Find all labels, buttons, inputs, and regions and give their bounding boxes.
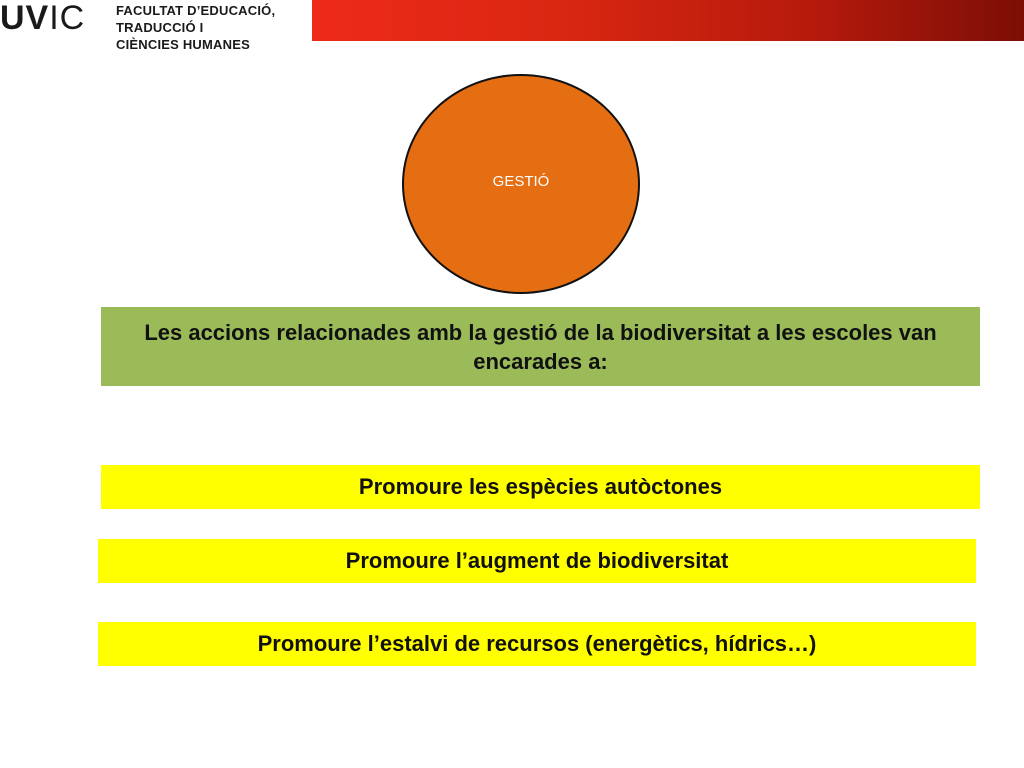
list-item xyxy=(98,622,976,666)
uvic-logo xyxy=(0,0,300,52)
header-band xyxy=(312,0,1024,41)
uvic-logo-mark xyxy=(0,0,85,36)
faculty-line-3: CIÈNCIES HUMANES xyxy=(116,37,250,52)
logo-text-bold: UV xyxy=(0,0,50,37)
faculty-line-2: TRADUCCIÓ I xyxy=(116,20,204,35)
list-item-label: Promoure l’augment de biodiversitat xyxy=(345,548,729,573)
list-item xyxy=(101,465,980,509)
intro-box xyxy=(101,307,980,386)
intro-text: Les accions relacionades amb la gestió de la biodiversitat a les escoles van encarades a: xyxy=(144,319,937,374)
faculty-line-1: FACULTAT D’EDUCACIÓ, xyxy=(116,3,276,18)
logo-text-light: IC xyxy=(49,0,86,37)
list-item xyxy=(98,539,976,583)
gestio-circle xyxy=(402,74,640,294)
list-item-label: Promoure l’estalvi de recursos (energètics, hídrics…) xyxy=(257,631,817,656)
list-item-label: Promoure les espècies autòctones xyxy=(358,474,723,499)
faculty-name xyxy=(116,2,275,53)
circle-label: GESTIÓ xyxy=(492,172,550,190)
